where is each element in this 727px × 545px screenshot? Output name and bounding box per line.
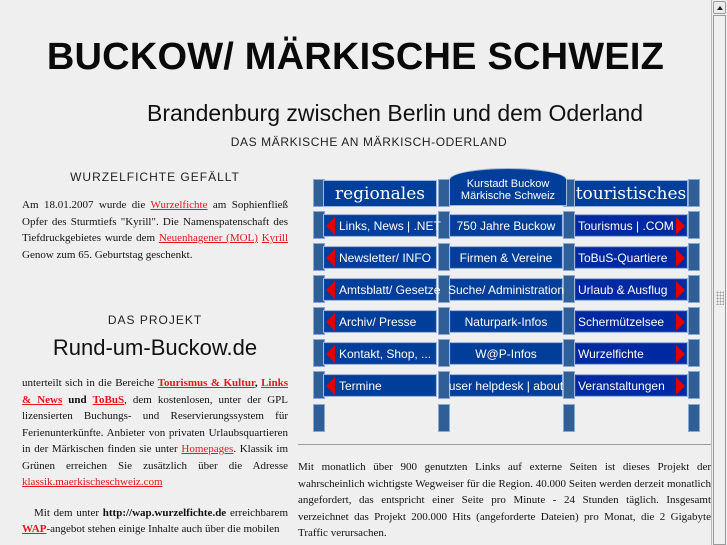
header-touristisches: touristisches — [574, 180, 688, 207]
wap-url: http://wap.wurzelfichte.de — [102, 506, 227, 519]
nav-tobus-quartiere[interactable] — [574, 246, 688, 269]
arrow-left-icon — [326, 345, 335, 363]
nav-termine[interactable] — [323, 374, 437, 397]
link-links-news[interactable]: Links & News — [22, 377, 288, 406]
signpost-post — [313, 404, 325, 432]
nav-tourismus[interactable] — [574, 214, 688, 237]
page-subtitle: Brandenburg zwischen Berlin und dem Oderland — [147, 100, 644, 126]
nav-label: W@P-Infos — [475, 346, 537, 361]
stats-paragraph: Mit monatlich über 900 genutzten Links auf externe Seiten ist dieses Projekt der wahrscheinlich wichtigste Wegweiser für die Region. 40.000 Seiten werden derzeit monatlich angefordert, das entspricht einer Seite pro Minute - 24 Stunden täglich. Insgesamt verzeichnet das Projekt 200.000 Hits (angeforderte Dateien) pro Monat, die 2 Gigabyte Traffic verursachen. — [298, 461, 711, 539]
grip-icon — [716, 291, 724, 305]
arrow-left-icon — [326, 377, 335, 395]
nav-label: Firmen & Vereine — [459, 250, 553, 265]
signpost-post — [688, 211, 700, 239]
header-center-line2: Märkische Schweiz — [460, 190, 556, 202]
wap-paragraph — [22, 505, 288, 538]
nav-schermuetzelsee[interactable] — [574, 310, 688, 333]
link-homepages[interactable]: Homepages — [181, 443, 234, 455]
link-wurzelfichte[interactable]: Wurzelfichte — [150, 199, 208, 211]
arrow-right-icon — [676, 217, 685, 235]
horizontal-rule — [298, 444, 711, 445]
text: , dem kostenlosen, unter der GPL lizensierten Buchungs- und Reservierungssystem für Ferienunterkünfte. Anbieter von privaten Urlaubsquartieren in der Märkischen finden sie unter — [22, 393, 289, 455]
nav-user-helpdesk[interactable] — [449, 374, 563, 397]
project-paragraph — [22, 375, 288, 491]
scroll-up-arrow-icon[interactable] — [713, 1, 726, 14]
nav-label: Suche/ Administration — [447, 282, 565, 297]
header-center-line1: Kurstadt Buckow — [466, 178, 550, 190]
text: und — [68, 393, 87, 406]
link-klassik[interactable]: klassik.maerkischeschweiz.com — [22, 476, 163, 488]
nav-label: Schermützelsee — [578, 314, 665, 329]
header-regionales: regionales — [323, 180, 437, 207]
arrow-right-icon — [676, 377, 685, 395]
vertical-scrollbar[interactable] — [711, 0, 727, 545]
arrow-left-icon — [326, 217, 335, 235]
text: Mit dem unter — [34, 506, 103, 519]
left-column — [22, 170, 288, 538]
scrollbar-thumb[interactable] — [713, 15, 726, 545]
nav-label: Veranstaltungen — [578, 378, 665, 393]
signpost-post — [688, 275, 700, 303]
nav-label: Archiv/ Presse — [339, 314, 417, 329]
signpost-post — [688, 339, 700, 367]
page-tagline: DAS MÄRKISCHE AN MÄRKISCH-ODERLAND — [230, 135, 508, 149]
news-paragraph — [22, 197, 288, 263]
link-tourismus-kultur[interactable]: Tourismus & Kultur — [157, 377, 255, 389]
nav-firmen-vereine[interactable] — [449, 246, 563, 269]
nav-label: Newsletter/ INFO — [339, 250, 432, 265]
text: unterteilt sich in die Bereiche — [22, 377, 158, 389]
arrow-right-icon — [676, 313, 685, 331]
signpost-post — [688, 307, 700, 335]
arrow-right-icon — [676, 281, 685, 299]
news-heading: WURZELFICHTE GEFÄLLT — [70, 170, 240, 184]
signpost-navigation — [313, 162, 709, 436]
nav-suche-administration[interactable] — [449, 278, 563, 301]
arrow-left-icon — [326, 281, 335, 299]
arrow-left-icon — [326, 249, 335, 267]
text: erreichbarem — [226, 506, 288, 519]
arrow-right-icon — [676, 345, 685, 363]
nav-wap-infos[interactable] — [449, 342, 563, 365]
nav-label: Tourismus | .COM — [578, 218, 674, 233]
nav-naturpark-infos[interactable] — [449, 310, 563, 333]
nav-label: Naturpark-Infos — [464, 314, 548, 329]
page-title: BUCKOW/ MÄRKISCHE SCHWEIZ — [46, 36, 665, 78]
nav-750-jahre[interactable] — [449, 214, 563, 237]
nav-newsletter[interactable] — [323, 246, 437, 269]
nav-amtsblatt[interactable] — [323, 278, 441, 301]
signpost-post — [688, 243, 700, 271]
link-neuenhagener[interactable]: Neuenhagener (MOL) — [158, 232, 258, 244]
nav-label: Urlaub & Ausflug — [578, 282, 668, 297]
signpost-post — [688, 404, 700, 432]
text: Genow zum 65. Geburtstag geschenkt. — [22, 248, 193, 261]
nav-label: ToBuS-Quartiere — [578, 250, 668, 265]
text: . Klassik im Grünen erreichen Sie zusätzlich über die Adresse — [22, 443, 288, 472]
signpost-post — [438, 404, 450, 432]
nav-label: Amtsblatt/ Gesetze — [339, 282, 441, 297]
link-kyrill[interactable]: Kyrill — [261, 232, 289, 244]
signpost-post — [563, 404, 575, 432]
link-tobus[interactable]: ToBuS — [92, 393, 125, 406]
nav-label: Termine — [339, 378, 382, 393]
signpost-post — [688, 179, 700, 207]
nav-label: Kontakt, Shop, ... — [339, 346, 432, 361]
arrow-right-icon — [676, 249, 685, 267]
text: -angebot stehen einige Inhalte auch über die mobilen — [46, 523, 280, 535]
nav-label: Wurzelfichte — [578, 346, 644, 361]
nav-archiv-presse[interactable] — [323, 310, 437, 333]
nav-label: Links, News | .NET — [339, 218, 441, 233]
nav-urlaub-ausflug[interactable] — [574, 278, 688, 301]
text: Am 18.01.2007 wurde die — [22, 199, 151, 211]
text: , — [254, 377, 262, 389]
nav-links-news[interactable] — [323, 214, 441, 237]
header-kurstadt-buckow — [449, 168, 567, 206]
project-name: Rund-um-Buckow.de — [52, 335, 258, 360]
link-wap[interactable]: WAP — [22, 523, 47, 535]
project-heading: DAS PROJEKT — [107, 313, 203, 327]
signpost-post — [688, 371, 700, 399]
arrow-left-icon — [326, 313, 335, 331]
nav-label: user helpdesk | about — [448, 378, 564, 393]
nav-veranstaltungen[interactable] — [574, 374, 688, 397]
nav-wurzelfichte[interactable] — [574, 342, 688, 365]
text: am Sophienfließ Opfer des Sturmtiefs "Kyrill". Die Namenspatenschaft des Tiefdruckgebietes wurde dem — [22, 199, 289, 244]
nav-label: 750 Jahre Buckow — [456, 218, 556, 233]
nav-kontakt-shop[interactable] — [323, 342, 437, 365]
